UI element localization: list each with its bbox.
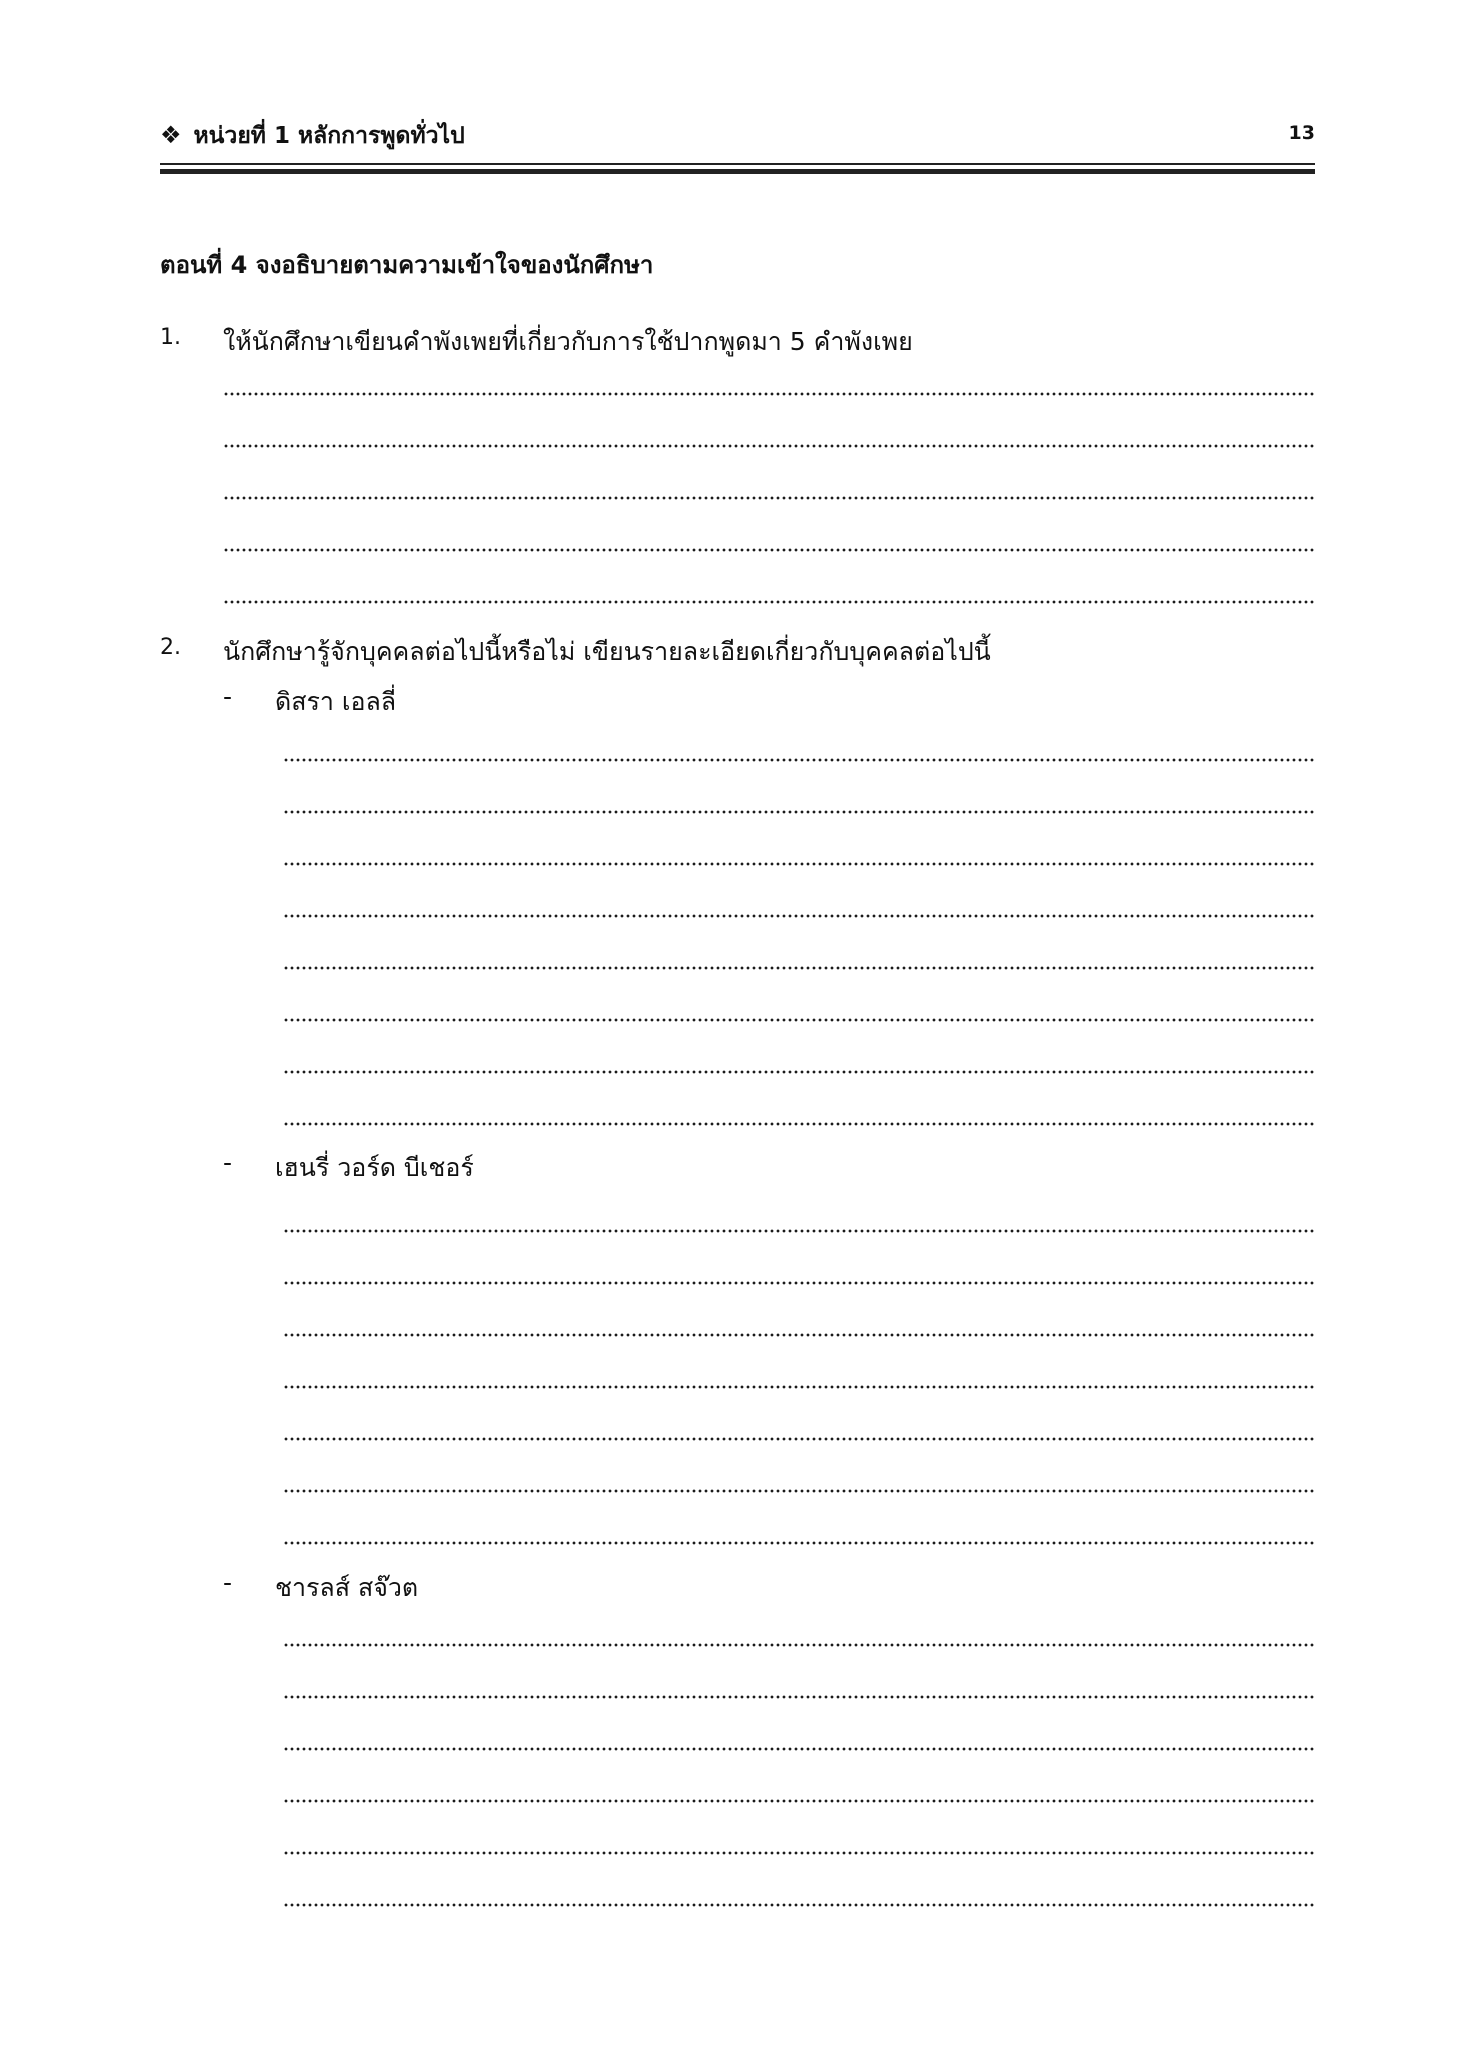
answer-line[interactable] [283,1643,1315,1647]
answer-line[interactable] [283,966,1315,970]
answer-line[interactable] [223,600,1315,604]
answer-line[interactable] [223,444,1315,448]
answer-line[interactable] [283,1903,1315,1907]
answer-line[interactable] [283,758,1315,762]
list-dash: - [223,1568,233,1597]
list-dash: - [223,1148,233,1177]
question-number: 1. [160,325,181,350]
answer-line[interactable] [283,1385,1315,1389]
person-name: เฮนรี่ วอร์ด บีเชอร์ [275,1153,474,1182]
question-number: 2. [160,635,181,660]
answer-line[interactable] [283,1541,1315,1545]
answer-line[interactable] [283,1333,1315,1337]
question-text: นักศึกษารู้จักบุคคลต่อไปนี้หรือไม่ เขียนรายละเอียดเกี่ยวกับบุคคลต่อไปนี้ [223,637,991,666]
header-rule-thick [160,169,1315,174]
answer-line[interactable] [283,862,1315,866]
answer-line[interactable] [283,810,1315,814]
answer-line[interactable] [283,914,1315,918]
answer-line[interactable] [283,1281,1315,1285]
answer-line[interactable] [283,1018,1315,1022]
person-name: ดิสรา เอลลี่ [275,687,397,716]
list-dash: - [223,682,233,711]
answer-line[interactable] [283,1489,1315,1493]
answer-line[interactable] [283,1122,1315,1126]
header-title: หน่วยที่ 1 หลักการพูดทั่วไป [193,123,465,149]
header-title-group [160,118,465,154]
person-name: ชารลส์ สจ๊วต [275,1573,419,1602]
answer-line[interactable] [223,392,1315,396]
diamond-bullet-icon: ❖ [160,121,182,149]
answer-line[interactable] [283,1437,1315,1441]
question-text: ให้นักศึกษาเขียนคำพังเพยที่เกี่ยวกับการใช้ปากพูดมา 5 คำพังเพย [223,327,913,356]
answer-line[interactable] [283,1799,1315,1803]
answer-line[interactable] [223,496,1315,500]
answer-line[interactable] [283,1229,1315,1233]
header-rule-thin [160,163,1315,165]
answer-line[interactable] [283,1851,1315,1855]
answer-line[interactable] [283,1747,1315,1751]
answer-line[interactable] [283,1695,1315,1699]
section-title: ตอนที่ 4 จงอธิบายตามความเข้าใจของนักศึกษา [160,251,654,279]
answer-line[interactable] [223,548,1315,552]
answer-line[interactable] [283,1070,1315,1074]
page-number: 13 [1288,122,1315,144]
page-header [160,118,1315,164]
